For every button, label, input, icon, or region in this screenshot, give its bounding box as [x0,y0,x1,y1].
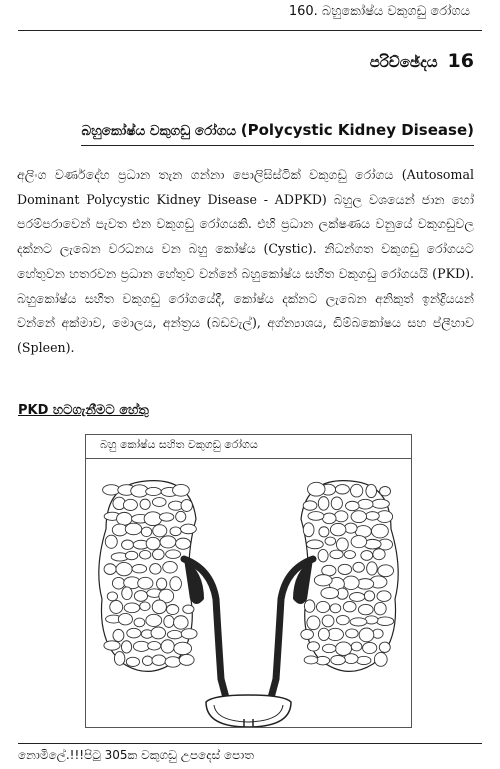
cyst [165,657,181,668]
cyst [176,538,191,549]
cyst [183,605,194,613]
cyst [174,616,189,629]
cyst [140,602,150,611]
cyst [330,604,341,613]
cyst [104,641,120,650]
cyst [374,602,386,614]
title-english: (Polycystic Kidney Disease) [240,121,474,139]
cyst [318,497,329,511]
cyst [351,484,363,497]
cyst [163,561,178,573]
cyst [361,551,373,561]
chapter-heading [370,50,474,72]
cyst [107,592,117,601]
cyst [170,527,181,536]
cyst [123,499,137,510]
cyst [335,642,351,656]
cyst [139,550,150,559]
cyst [378,565,394,577]
cyst [373,549,385,560]
cyst [127,628,141,638]
cyst [364,591,374,601]
cyst [170,577,182,591]
cyst [346,501,360,510]
cyst [357,656,371,664]
cyst [152,600,166,614]
cyst [367,562,378,575]
cyst [335,485,349,494]
cyst [160,536,176,548]
chapter-label: පරිච්ඡේදය [369,53,438,71]
cyst [161,640,174,653]
cyst [314,575,332,586]
cyst [372,499,390,508]
cyst [322,615,334,627]
left-kidney [99,481,229,709]
cyst [104,564,116,575]
cyst [379,642,390,652]
cyst [126,657,139,666]
cyst [173,484,190,496]
figure [85,434,412,728]
cyst [151,627,166,639]
cyst [117,512,132,525]
cyst [303,523,314,537]
cyst [157,578,167,589]
cyst [138,577,153,589]
cyst [344,654,358,664]
cyst [334,511,348,522]
cyst [322,644,336,653]
footer-text: නොමිලේ.!!!පිටු 305ක වකුගඩු උපදෙස් පොත [18,748,254,762]
cyst [316,601,329,612]
cyst [181,629,197,639]
cyst [116,562,132,575]
cyst [371,524,388,538]
cyst [374,652,387,666]
running-header: 160. බහුකෝෂ්ය වකුගඩු රෝගය [288,4,470,19]
cyst [350,618,367,626]
cyst [125,523,142,535]
cyst [336,538,348,551]
cyst [380,487,391,496]
cyst [150,564,161,574]
cyst [179,654,194,665]
cyst [121,641,131,653]
cyst [181,524,197,534]
cyst [146,537,160,549]
cyst [351,536,367,548]
section-heading: PKD හටගැනීමට හේතු [18,403,149,418]
cyst [114,652,124,666]
cyst [112,577,124,589]
cyst [377,617,394,626]
cyst [152,549,164,560]
cyst [152,498,166,507]
cyst [140,499,150,509]
cyst [318,549,328,562]
cyst [308,482,326,496]
chapter-number: 16 [447,50,474,72]
cyst [125,551,137,559]
bladder [206,695,291,727]
cyst [301,629,314,639]
cyst [122,540,134,549]
cyst [134,591,147,602]
cyst [306,540,323,549]
cyst [344,551,355,559]
cyst [303,501,317,510]
cyst [358,604,373,614]
cyst [167,630,182,638]
cyst [146,614,162,626]
cyst [307,616,320,630]
cyst [318,628,329,640]
cyst [353,562,364,572]
cyst [166,605,178,615]
cyst [166,550,181,559]
cyst [363,642,377,653]
cyst [134,618,145,627]
cyst [304,600,314,612]
cyst [133,641,149,651]
title-underline [81,121,474,146]
cyst [181,500,192,512]
figure-caption: බහු කෝෂ්ය සහිත වකුගඩු රෝගය [100,438,258,451]
cyst [142,656,152,666]
cyst [304,656,318,664]
cyst [105,535,117,548]
cyst [325,537,336,545]
cyst [330,523,345,535]
cyst [359,628,374,642]
cyst [141,527,152,537]
cyst [132,564,147,572]
cyst [351,642,362,651]
cyst [124,603,140,613]
body-paragraph: අලිංග වර්ණදේහ ප්‍රධාන තැන ගන්නා පොලිසිස්ටික් වකුගඩු රෝගය (Autosomal Dominant Polycystic Kidney Disease - ADPKD) බහුල වශයෙන් ජාන හෝ පරම්පරාවෙන් පැවත එන වකුගඩු රෝගයකි. එහි ප්‍රධාන ලක්ෂණය වනුයේ වකුගඩුවල දක්නට ලැබෙන වරධනය වන බහු කෝෂ්ය (Cystic). නිධන්ගත වකුගඩු රෝගයට හේතුවන හතරවන ප්‍රධාන හේතුව වන්නේ බහුකෝෂ්ය සහිත වකුගඩු රෝගයයි (PKD). බහුකෝෂ්ය සහිත වකුගඩු රෝගයේදී, කෝෂ්ය දක්නට ලැබෙන අනිකුත් ඉන්ද්‍රියයන් වන්නේ අක්මාව, මොලය, අන්ත්‍රය (බඩවැල්), අග්න්‍යාශය, ඩිම්බකෝෂය සහ ප්ලීහාව (Spleen). [17,167,474,355]
cyst [346,629,359,638]
cyst [330,550,343,559]
cyst [110,600,123,613]
cyst [319,527,329,537]
cyst [174,642,192,655]
cyst [159,513,173,521]
cyst [321,588,339,599]
cyst [349,592,364,601]
cyst [358,499,373,509]
cyst [343,601,356,612]
cyst [366,512,380,521]
footer-rule [18,743,482,744]
cyst [146,487,162,495]
cyst [144,512,162,526]
cyst [153,525,167,537]
cyst [176,511,186,522]
title-sinhala: බහුකෝෂ්ය වකුගඩු රෝගය [81,123,237,139]
polycystic-kidneys-illustration [86,459,411,727]
cyst [122,587,132,600]
header-rule [18,30,482,31]
cyst [351,511,366,523]
cyst [336,615,349,624]
cyst [331,497,342,510]
cyst [118,613,132,624]
cyst [343,576,359,589]
page-title [20,120,474,146]
cyst [113,629,124,641]
cyst [307,642,319,651]
cyst [377,591,391,602]
cyst [331,655,346,664]
cyst [366,484,377,497]
cyst [344,523,357,533]
cyst [338,564,352,574]
right-kidney [268,481,398,709]
cyst [308,512,324,521]
cyst [322,513,336,524]
cyst [148,641,161,650]
cyst [152,655,166,666]
cyst [164,616,174,628]
